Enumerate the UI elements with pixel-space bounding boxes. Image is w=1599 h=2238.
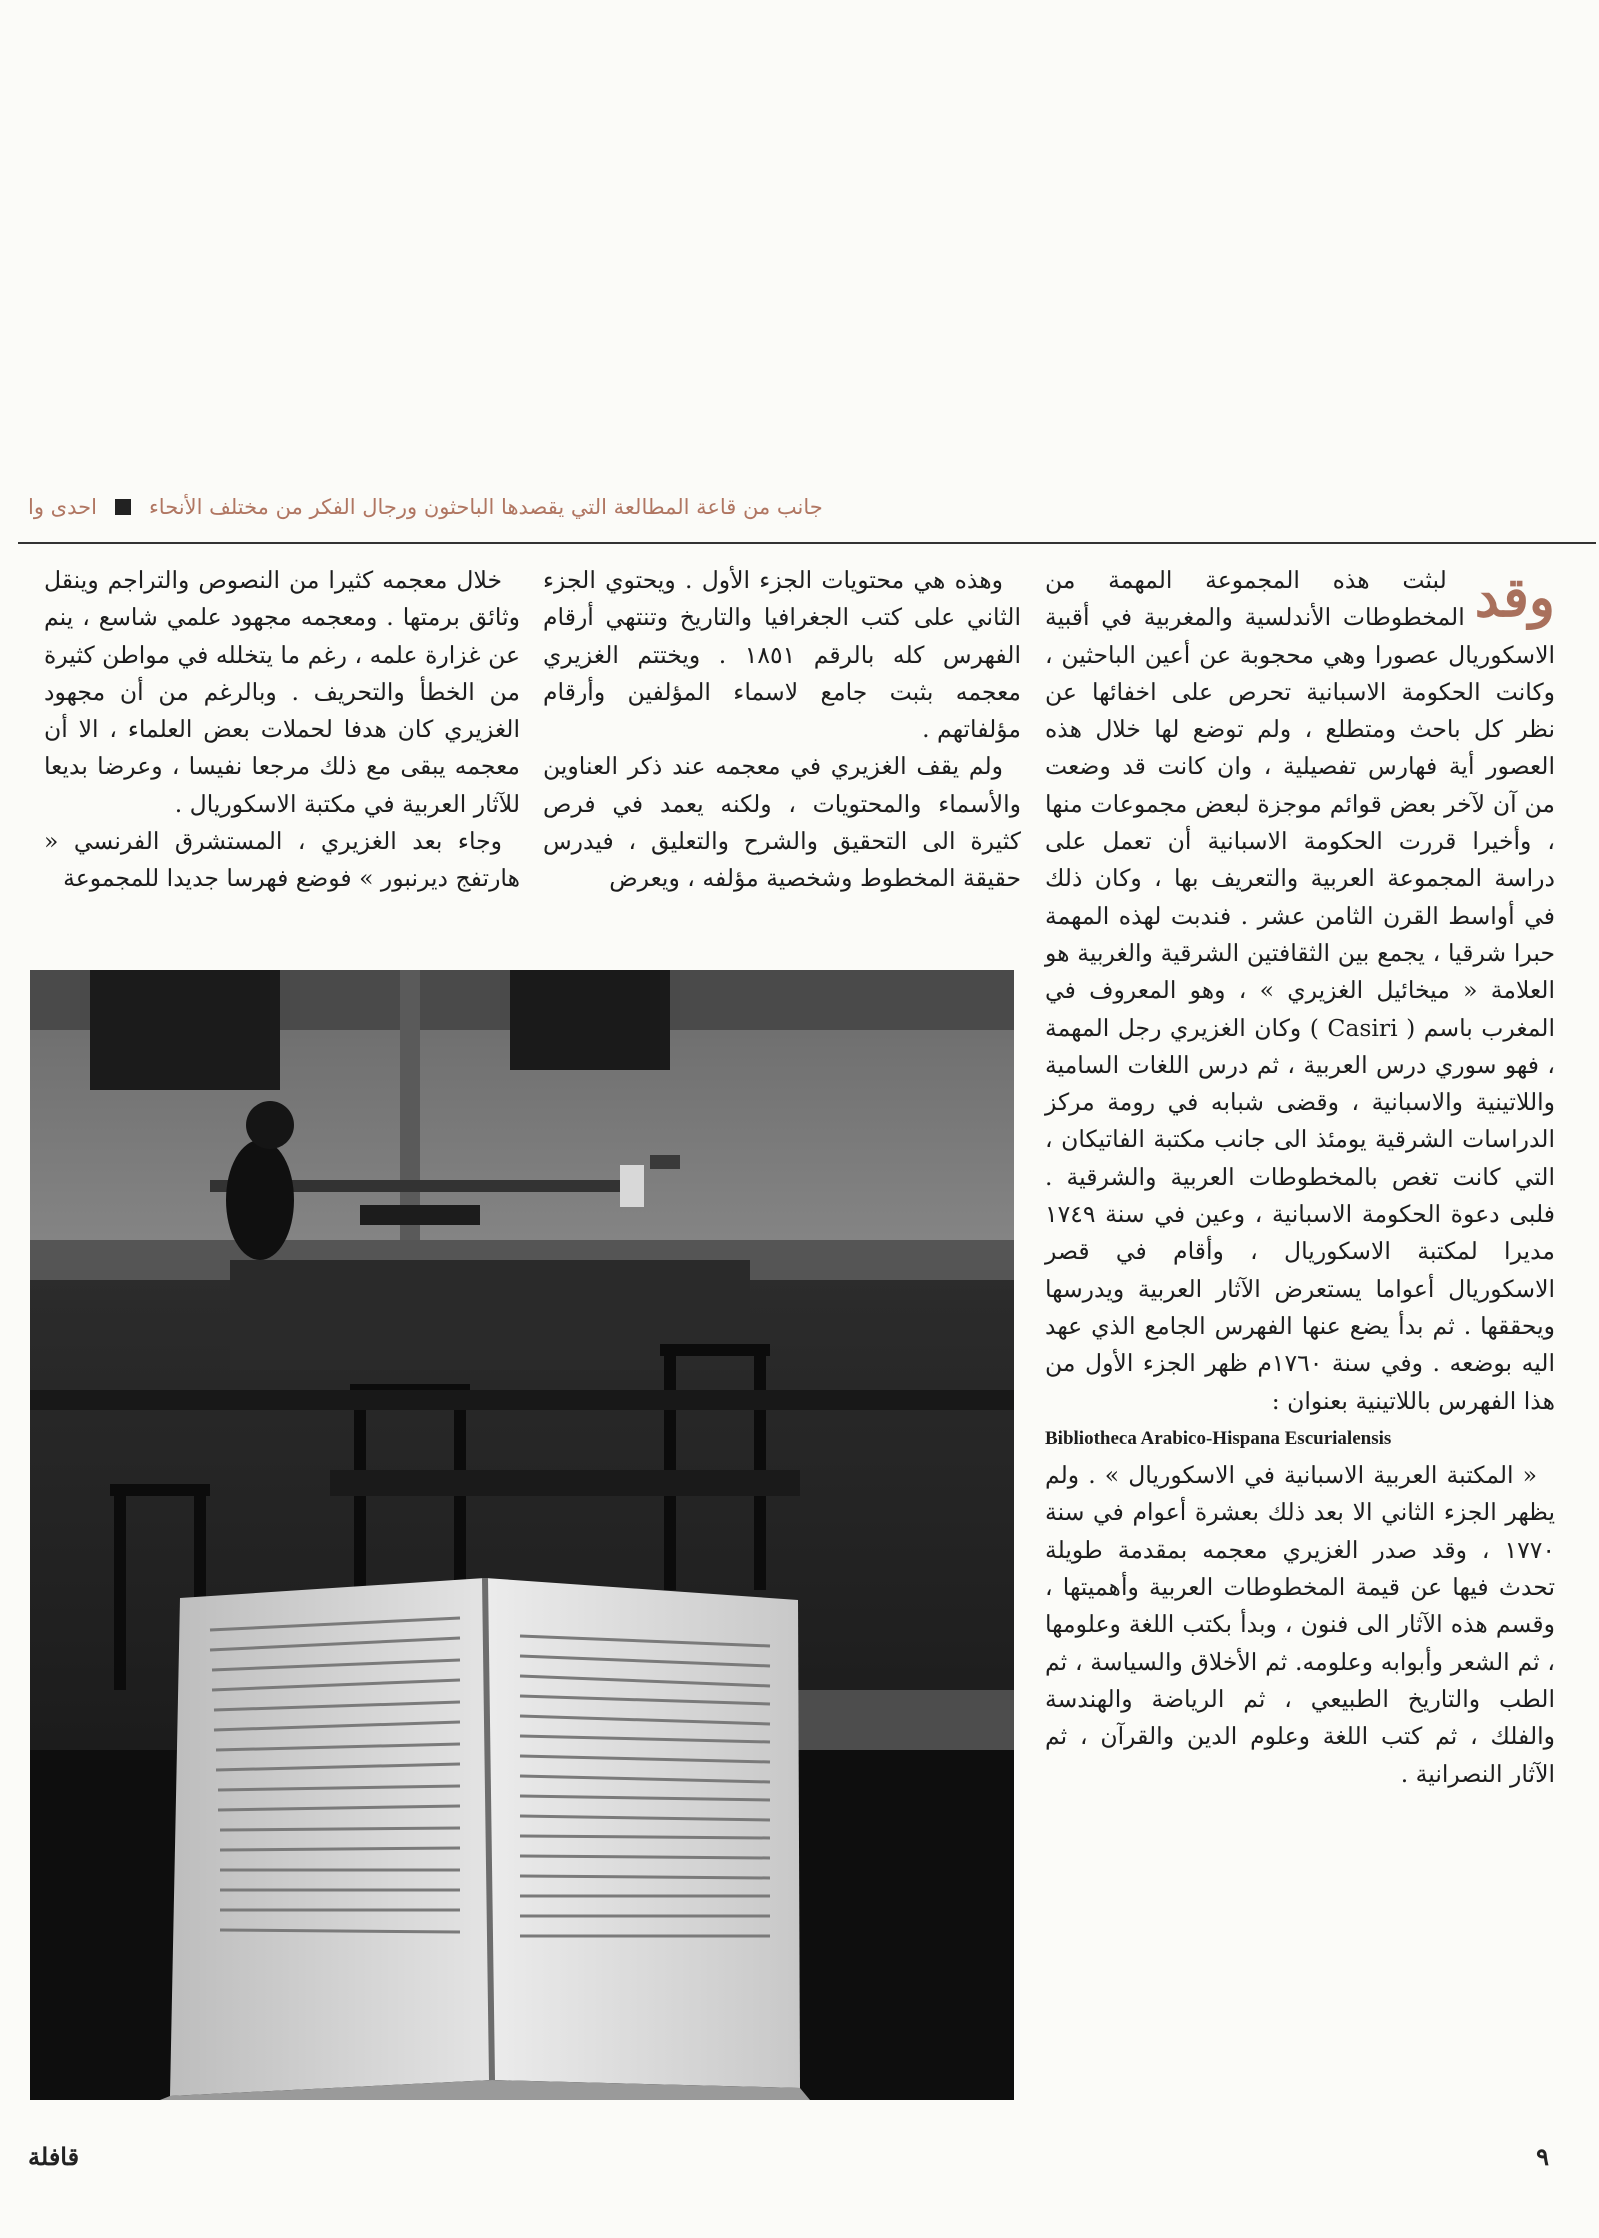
open-manuscript <box>160 1578 810 2100</box>
latin-book-title: Bibliotheca Arabico-Hispana Escurialensis <box>1045 1427 1392 1449</box>
article-paragraph: لبثت هذه المجموعة المهمة من المخطوطات الأندلسية والمغربية في أقبية الاسكوريال عصورا وهي محجوبة عن أعين الباحثين ، وكانت الحكومة الاسبانية تحرص على اخفائها عن نظر كل باحث ومتطلع ، ولم توضع لها خلال هذه العصور أية فهارس تفصيلية ، وان كانت قد وضعت من آن لآخر بعض قوائم موجزة لبعض مجموعات منها ، وأخيرا قررت الحكومة الاسبانية أن تعمل على دراسة المجموعة العربية والتعريف بها ، وكان ذلك في أواسط القرن الثامن عشر . فندبت لهذه المهمة حبرا شرقيا ، يجمع بين الثقافتين الشرقية والغربية هو العلامة « ميخائيل الغزيري » ، وهو المعروف في المغرب باسم ( Casiri ) وكان الغزيري رجل المهمة ، فهو سوري درس العربية ، ثم درس اللغات السامية واللاتينية والاسبانية ، وقضى شبابه في رومة مركز الدراسات الشرقية يومئذ الى جانب مكتبة الفاتيكان ، التي كانت تغص بالمخطوطات العربية والشرقية . فلبى دعوة الحكومة الاسبانية ، وعين في سنة ١٧٤٩ مديرا لمكتبة الاسكوريال ، وأقام في قصر الاسكوريال أعواما يستعرض الآثار العربية ويدرسها ويحققها . ثم بدأ يضع عنها الفهرس الجامع الذي عهد اليه بوضعه . وفي سنة ١٧٦٠م ظهر الجزء الأول من هذا الفهرس باللاتينية بعنوان : <box>1045 566 1555 1415</box>
header-rule <box>18 542 1596 544</box>
reading-room-photo-image <box>30 970 1014 2100</box>
article-paragraph: وهذه هي محتويات الجزء الأول . ويحتوي الجزء الثاني على كتب الجغرافيا والتاريخ وتنتهي أرقام الفهرس كله بالرقم ١٨٥١ . ويختتم الغزيري معجمه بثبت جامع لاسماء المؤلفين وأرقام مؤلفاتهم . <box>543 566 1021 744</box>
caption-separator-square <box>115 499 131 515</box>
page-number: ٩ <box>1536 2142 1549 2171</box>
article-column-middle <box>543 562 1021 898</box>
article-paragraph: « المكتبة العربية الاسبانية في الاسكوريال » . ولم يظهر الجزء الثاني الا بعد ذلك بعشرة أعوام في سنة ١٧٧٠ ، وقد صدر الغزيري معجمه بمقدمة طويلة تحدث فيها عن قيمة المخطوطات العربية وأهميتها ، وقسم هذه الآثار الى فنون ، وبدأ بكتب اللغة وعلومها ، ثم الشعر وأبوابه وعلومه. ثم الأخلاق والسياسة ، ثم الطب والتاريخ الطبيعي ، ثم الرياضة والهندسة والفلك ، ثم كتب اللغة وعلوم الدين والقرآن ، ثم الآثار النصرانية . <box>1045 1461 1555 1788</box>
article-paragraph: وجاء بعد الغزيري ، المستشرق الفرنسي « هارتفج ديرنبور » فوضع فهرسا جديدا للمجموعة <box>44 827 520 893</box>
drop-cap: وقد <box>1474 565 1555 629</box>
article-paragraph: ولم يقف الغزيري في معجمه عند ذكر العناوين والأسماء والمحتويات ، ولكنه يعمد في فرص كثيرة الى التحقيق والشرح والتعليق ، فيدرس حقيقة المخطوط وشخصية مؤلفه ، ويعرض <box>543 752 1021 893</box>
photo-caption-row <box>28 487 1566 527</box>
article-paragraph: خلال معجمه كثيرا من النصوص والتراجم وينقل وثائق برمتها . ومعجمه مجهود علمي شاسع ، ينم عن غزارة علمه ، رغم ما يتخلله في مواطن كثيرة من الخطأ والتحريف . وبالرغم من أن مجهود الغزيري كان هدفا لحملات بعض العلماء ، الا أن معجمه يبقى مع ذلك مرجعا نفيسا ، وعرضا بديعا للآثار العربية في مكتبة الاسكوريال . <box>44 566 520 818</box>
caption-credit: احدى وا <box>28 495 97 519</box>
article-column-right <box>1045 562 1555 1793</box>
article-column-left <box>44 562 520 898</box>
magazine-name: قافلة <box>28 2142 80 2171</box>
photo-caption: جانب من قاعة المطالعة التي يقصدها الباحثون ورجال الفكر من مختلف الأنحاء <box>148 495 823 519</box>
reading-room-photo <box>30 970 1014 2100</box>
